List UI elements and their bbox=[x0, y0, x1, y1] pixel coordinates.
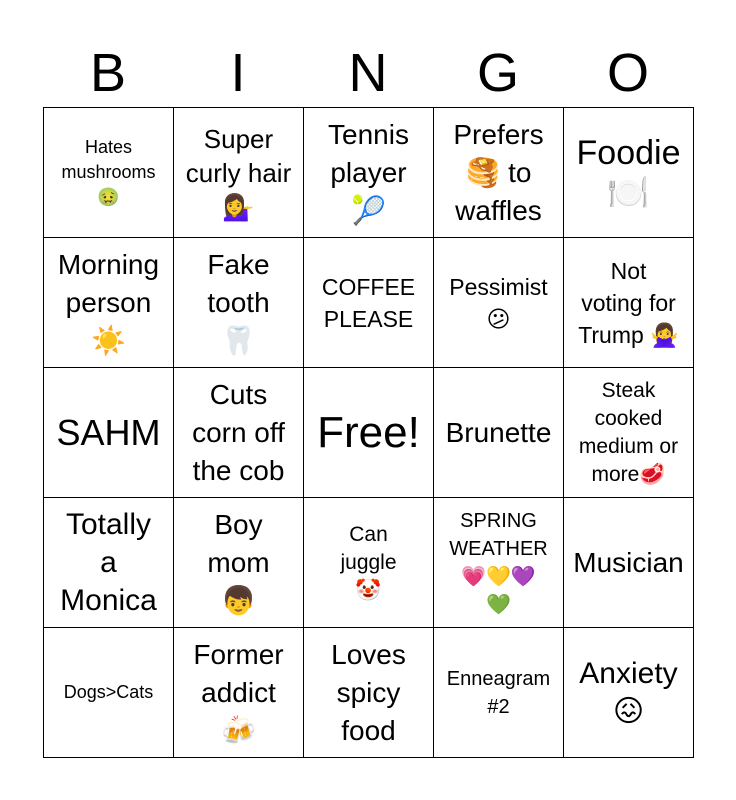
bingo-cell-r5c2[interactable]: Former addict 🍻 bbox=[174, 628, 304, 758]
header-letter-n: N bbox=[348, 43, 388, 103]
bingo-cell-r1c1[interactable]: Hates mushrooms 🤢 bbox=[44, 108, 174, 238]
bingo-cell-r5c5[interactable]: Anxiety 😖 bbox=[564, 628, 694, 758]
bingo-cell-r2c2[interactable]: Fake tooth 🦷 bbox=[174, 238, 304, 368]
bingo-cell-r4c3[interactable]: Can juggle 🤡 bbox=[304, 498, 434, 628]
bingo-cell-r2c5[interactable]: Not voting for Trump 🙅‍♀️ bbox=[564, 238, 694, 368]
bingo-cell-r4c5[interactable]: Musician bbox=[564, 498, 694, 628]
bingo-cell-r1c4[interactable]: Prefers 🥞 to waffles bbox=[434, 108, 564, 238]
header-letter-g: G bbox=[476, 43, 519, 103]
bingo-cell-r5c1[interactable]: Dogs>Cats bbox=[44, 628, 174, 758]
bingo-board bbox=[43, 107, 694, 758]
bingo-header bbox=[43, 40, 693, 106]
bingo-cell-r2c3[interactable]: COFFEE PLEASE bbox=[304, 238, 434, 368]
bingo-cell-r3c4[interactable]: Brunette bbox=[434, 368, 564, 498]
bingo-cell-r3c1[interactable]: SAHM bbox=[44, 368, 174, 498]
bingo-cell-r2c1[interactable]: Morning person ☀️ bbox=[44, 238, 174, 368]
bingo-cell-r3c5[interactable]: Steak cooked medium or more🥩 bbox=[564, 368, 694, 498]
header-letter-i: I bbox=[230, 43, 246, 103]
bingo-cell-r5c3[interactable]: Loves spicy food bbox=[304, 628, 434, 758]
bingo-cell-r4c4[interactable]: SPRING WEATHER 💗💛💜 💚 bbox=[434, 498, 564, 628]
header-letter-b: B bbox=[89, 43, 127, 103]
header-letter-o: O bbox=[606, 43, 649, 103]
bingo-cell-r1c3[interactable]: Tennis player 🎾 bbox=[304, 108, 434, 238]
bingo-cell-r3c2[interactable]: Cuts corn off the cob bbox=[174, 368, 304, 498]
bingo-cell-free[interactable]: Free! bbox=[304, 368, 434, 498]
bingo-cell-r5c4[interactable]: Enneagram #2 bbox=[434, 628, 564, 758]
bingo-cell-r1c2[interactable]: Super curly hair 💁‍♀️ bbox=[174, 108, 304, 238]
bingo-cell-r4c2[interactable]: Boy mom 👦 bbox=[174, 498, 304, 628]
bingo-cell-r1c5[interactable]: Foodie 🍽️ bbox=[564, 108, 694, 238]
bingo-cell-r2c4[interactable]: Pessimist 😕 bbox=[434, 238, 564, 368]
bingo-cell-r4c1[interactable]: Totally a Monica bbox=[44, 498, 174, 628]
